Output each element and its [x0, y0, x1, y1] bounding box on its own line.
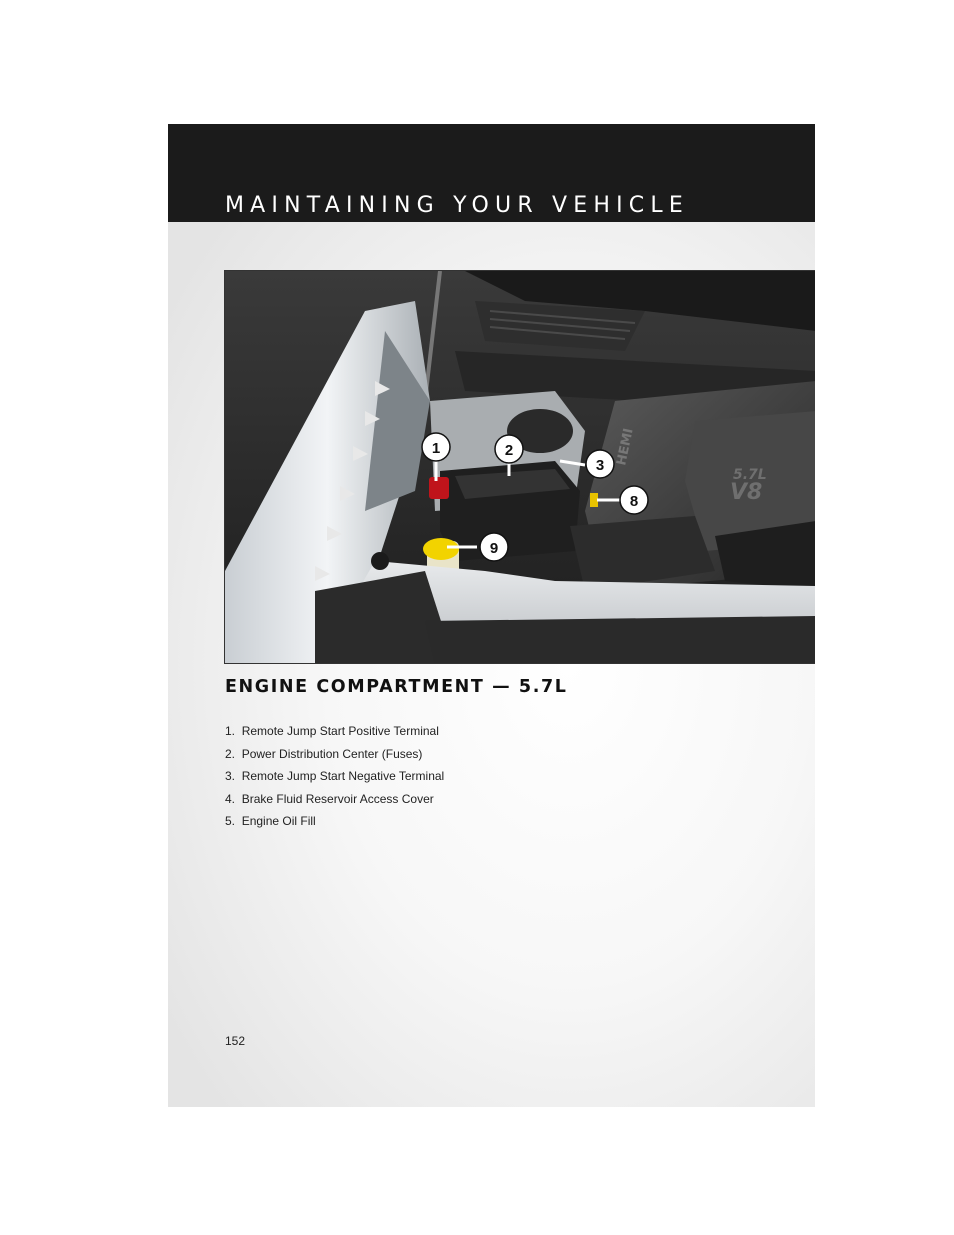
list-item-label: Engine Oil Fill	[241, 814, 316, 828]
callout-8	[620, 486, 648, 514]
list-item-number: 2.	[225, 746, 236, 761]
svg-text:9: 9	[489, 540, 499, 557]
engine-compartment-photo	[224, 270, 815, 664]
component-list	[225, 720, 444, 833]
list-item-label: Remote Jump Start Negative Terminal	[241, 769, 445, 783]
engine-side-text: HEMI	[614, 426, 637, 467]
list-item-label: Power Distribution Center (Fuses)	[241, 746, 423, 761]
header-title: MAINTAINING YOUR VEHICLE	[225, 193, 689, 218]
list-item-number: 1.	[225, 724, 236, 738]
list-item-label: Brake Fluid Reservoir Access Cover	[241, 791, 434, 806]
list-item	[225, 765, 444, 788]
svg-text:2: 2	[504, 442, 514, 459]
svg-text:8: 8	[629, 493, 639, 510]
page-number: 152	[225, 1034, 246, 1048]
engine-photo-illustration	[225, 271, 815, 664]
callout-1	[422, 433, 450, 461]
list-item	[225, 743, 444, 766]
engine-badge-displacement: 5.7L	[733, 467, 767, 483]
engine-badge-v8: V8	[730, 480, 763, 505]
manual-page	[168, 124, 815, 1107]
list-item-number: 4.	[225, 791, 236, 806]
svg-text:3: 3	[595, 457, 605, 474]
list-item	[225, 720, 444, 743]
callout-2	[495, 435, 523, 463]
callout-9	[480, 533, 508, 561]
list-item-label: Remote Jump Start Positive Terminal	[241, 724, 439, 738]
svg-text:1: 1	[431, 440, 441, 457]
callout-3	[586, 450, 614, 478]
page-header	[168, 124, 815, 222]
section-title: ENGINE COMPARTMENT — 5.7L	[225, 677, 568, 697]
list-item-number: 3.	[225, 769, 236, 783]
list-item-number: 5.	[225, 814, 236, 828]
list-item	[225, 810, 444, 833]
list-item	[225, 788, 444, 811]
